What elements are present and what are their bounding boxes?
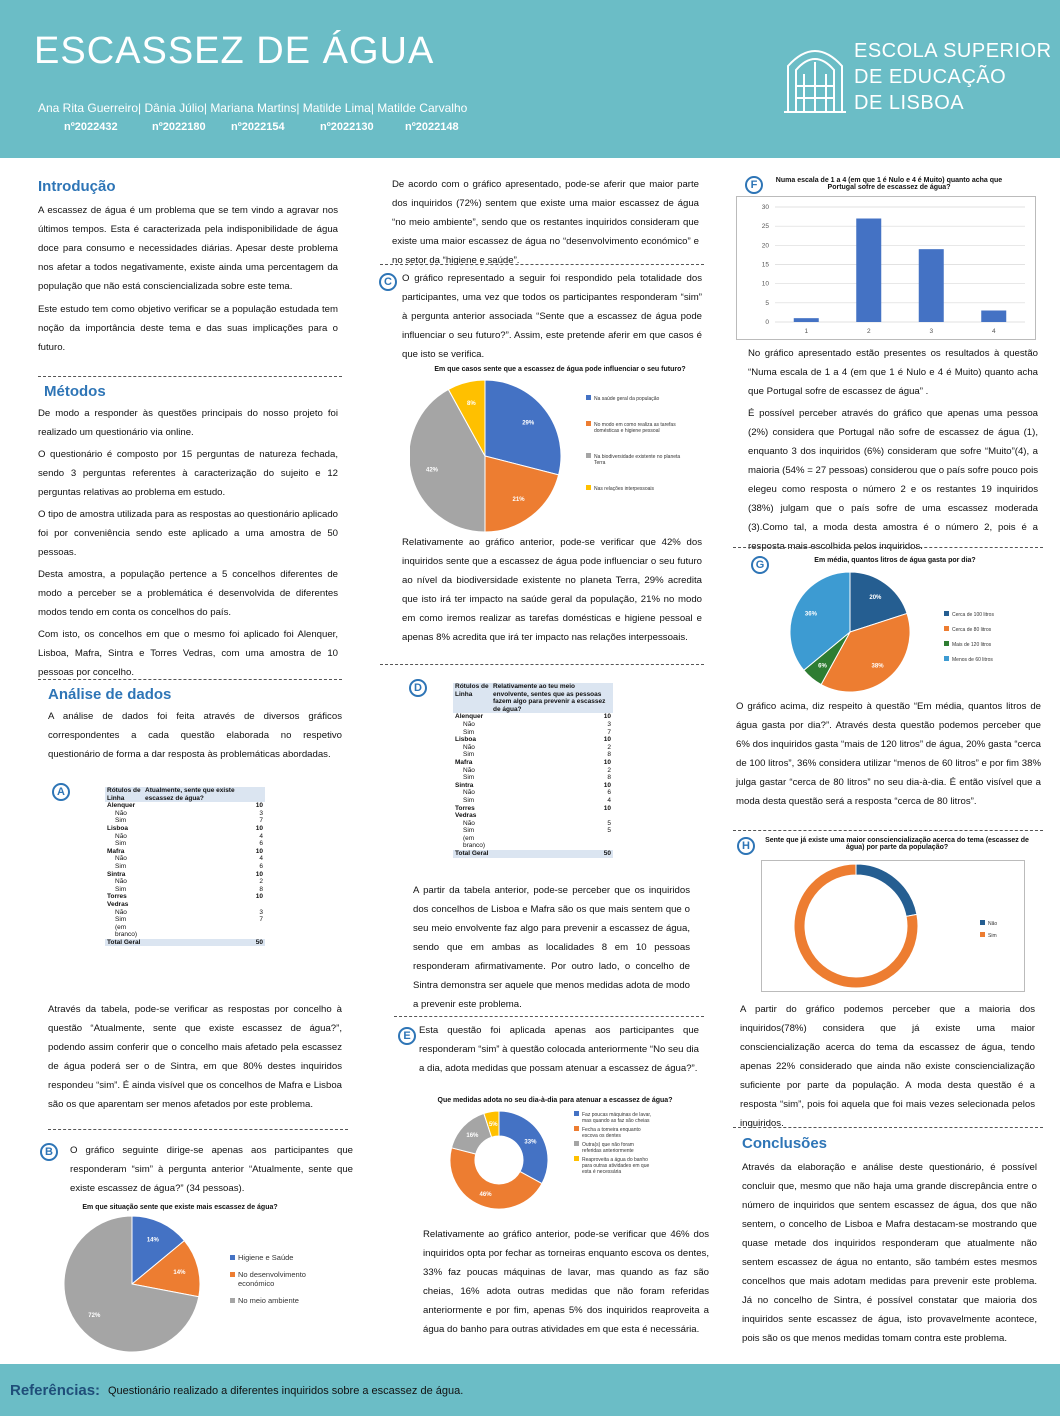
legend-swatch: [944, 626, 949, 631]
student-number: nº2022432: [64, 121, 118, 133]
section-b-marker: B: [40, 1142, 58, 1161]
f-paragraph: No gráfico apresentado estão presentes os resultados à questão “Numa escala de 1 a 4 (em que 1 é Nulo e 4 é Muito) quanto acha que Portugal sofre de escassez de água” .: [748, 348, 1038, 397]
table-row: Não 3: [463, 720, 611, 728]
c-paragraph: O gráfico representado a seguir foi respondido pela totalidade dos participantes, uma vez que todos os participantes responderam “sim” à pergunta anterior associada “Sente que a escassez de água pode influenciar o seu futuro?”. Assim, este pretende aferir em que casos é que isto se verifica.: [402, 273, 702, 360]
legend-swatch: [574, 1141, 579, 1146]
table-row: Não 3: [115, 809, 263, 817]
chart-c: [410, 376, 710, 532]
legend-swatch: [980, 920, 985, 925]
table-row: Lisboa 10: [107, 824, 263, 832]
legend-label: mas quando as faz são cheias: [582, 1118, 650, 1124]
chart-e-title: Que medidas adota no seu dia-à-dia para atenuar a escassez de água?: [437, 1097, 673, 1104]
chart-b: [62, 1214, 348, 1354]
d-after-paragraph: A partir da tabela anterior, pode-se perceber que os inquiridos dos concelhos de Lisboa e Mafra são os que mais sentem que o seu meio envolvente faz algo para prevenir a escassez de água, sendo que em ambas as localidades 8 em 10 pessoas responderam afirmativamente. Por outro lado, o concelho de Sintra demonstra ser aquele que menos medidas adota de modo a prevenir este problema.: [413, 885, 690, 1010]
legend-swatch: [980, 932, 985, 937]
table-total-row: Total Geral 50: [107, 938, 263, 946]
legend-swatch: [944, 641, 949, 646]
legend-swatch: [944, 611, 949, 616]
table-row: Não 4: [115, 832, 263, 840]
chart-b-title: Em que situação sente que existe mais escassez de água?: [82, 1204, 278, 1211]
chart-h-title: Sente que já existe uma maior consciencialização acerca do tema (escassez de água) por parte da população?: [765, 837, 1029, 851]
divider: [733, 830, 1043, 831]
column-1-methods: [38, 383, 338, 682]
chart-c-title: Em que casos sente que a escassez de água pode influenciar o seu futuro?: [434, 366, 686, 373]
legend-label: Mais de 120 litros: [952, 642, 992, 648]
chart-g: [780, 570, 1040, 696]
chart-h: [762, 861, 1024, 991]
table-row: Mafra 10: [455, 758, 611, 766]
table-row: Não 6: [463, 789, 611, 797]
slice-label: 33%: [524, 1139, 537, 1146]
divider: [380, 264, 704, 265]
y-tick-label: 5: [765, 299, 769, 307]
section-h-marker: H: [737, 836, 755, 855]
slice-label: 20%: [869, 595, 882, 602]
legend-label: Cerca de 80 litros: [952, 627, 992, 633]
conclusions-paragraph: Através da elaboração e análise deste questionário, é possível concluir que, mesmo que não haja uma grande discrepância entre o número de inquiridos que sentem escassez de água, dos que não sentem, o concelho de Lisboa e Mafra destacam-se mostrando que quase metade dos inquiridos responderam que atualmente não sentem escassez de água no entanto, são também estes mesmos concelhos que mais adotam medidas para prevenir este problema. Já no concelho de Sintra, é possível constatar que maioria dos inquiridos sente escassez de água, isto provavelmente acontece, pois são os que menos medidas tomam contra este problema.: [742, 1162, 1037, 1344]
legend-label: No desenvolvimento: [238, 1270, 306, 1279]
slice-label: 14%: [146, 1237, 159, 1244]
legend-label: Na saúde geral da população: [594, 396, 660, 402]
chart-f-title: Numa escala de 1 a 4 (em que 1 é Nulo e 4 é Muito) quanto acha que Portugal sofre de escassez de água?: [775, 177, 1003, 191]
legend-label: Fecha a torneira enquanto: [582, 1127, 641, 1133]
intro-paragraph: A escassez de água é um problema que se tem vindo a agravar nos últimos tempos. Esta é caracterizada pela indisponibilidade de água doce para consumo e necessidades diárias. Apesar deste problema nos afetar a todos negativamente, existe ainda uma percentagem da população que não está consciencializada sobre este tema.: [38, 205, 338, 292]
y-tick-label: 10: [761, 280, 769, 288]
table-row: Torres Vedras 10: [455, 804, 611, 820]
legend-label: domésticas e higiene pessoal: [594, 428, 660, 434]
h-paragraph: A partir do gráfico podemos perceber que a maioria dos inquiridos(78%) considera que já existe uma maior consciencialização acerca do tema da escassez de água, tendo apenas 22% considerado que ainda não existe consciencialização suficiente por parte da população. A moda desta questão é a resposta “sim”, pois foi aquela que foi mais vezes selecionada pelos inquiridos.: [740, 1004, 1035, 1129]
legend-label: No meio ambiente: [238, 1296, 299, 1305]
legend-label: Reaproveita a água do banho: [582, 1157, 648, 1163]
legend-swatch: [586, 453, 591, 458]
references-label: Referências:: [10, 1382, 101, 1399]
divider: [38, 376, 342, 377]
divider: [733, 547, 1043, 548]
legend-swatch: [230, 1255, 235, 1260]
y-tick-label: 0: [765, 319, 769, 326]
b-paragraph: O gráfico seguinte dirige-se apenas aos participantes que responderam “sim” à pergunta anterior “Atualmente, sente que existe escassez de água?” (34 pessoas).: [70, 1145, 353, 1194]
table-a-paragraph: Através da tabela, pode-se verificar as respostas por concelho à questão “Atualmente, sente que existe escassez de água?”, podendo assim conferir que o concelho mais afetado pela escassez de água poderá ser o de Sintra, em que 80% destes inquiridos respondeu “sim”. É ainda visível que os concelhos de Mafra e Lisboa são os que aparentam ser menos afetados por este problema.: [48, 1004, 342, 1110]
methods-paragraph: Desta amostra, a população pertence a 5 concelhos diferentes de modo a perceber se a problemática é desenvolvida de diferentes modos tendo em conta os concelhos do país.: [38, 569, 338, 618]
column-1: [38, 178, 338, 357]
legend-swatch: [586, 485, 591, 490]
table-row: Sintra 10: [107, 870, 263, 878]
legend-label: Nas relações interpessoais: [594, 486, 655, 492]
school-logo-icon: [780, 32, 850, 116]
intro-paragraph: Este estudo tem como objetivo verificar se a população estudada tem noção da importância deste tema e das suas implicações para o futuro.: [38, 304, 338, 353]
divider: [38, 679, 342, 680]
table-row: Sim 8: [115, 885, 263, 893]
legend-swatch: [230, 1298, 235, 1303]
x-tick-label: 1: [804, 328, 809, 335]
table-row: Sintra 10: [455, 781, 611, 789]
table-header: Rótulos de Linha: [453, 683, 491, 713]
slice-label: 8%: [467, 400, 476, 407]
divider: [733, 1127, 1043, 1128]
legend-label: escova os dentes: [582, 1133, 621, 1139]
intro-heading: Introdução: [38, 178, 116, 195]
methods-paragraph: O tipo de amostra utilizada para as respostas ao questionário aplicado foi por conveniência sendo este aplicado a uma amostra de 50 pessoas.: [38, 509, 338, 558]
x-tick-label: 2: [866, 328, 871, 335]
e-after-paragraph: Relativamente ao gráfico anterior, pode-se verificar que 46% dos inquiridos opta por fechar as torneiras enquanto escova os dentes, 33% faz poucas máquinas de lavar, mas quando as faz são cheias, 16% adota outras medidas que não foram referidas anteriormente e por fim, apenas 5% dos inquiridos reaproveita a água do banho para outras atividades em que esta é necessária.: [423, 1229, 709, 1335]
table-row: Não 2: [115, 878, 263, 886]
table-row: Não 4: [115, 855, 263, 863]
table-row: (em branco): [463, 834, 486, 850]
slice-label: 72%: [88, 1313, 101, 1320]
y-tick-label: 20: [761, 242, 769, 250]
section-a-marker: A: [52, 782, 70, 801]
legend-label: para outras atividades em que: [582, 1163, 650, 1169]
slice-label: 36%: [804, 611, 817, 618]
school-name: ESCOLA SUPERIOR DE EDUCAÇÃO DE LISBOA: [854, 40, 1052, 114]
table-row: Sim 6: [115, 840, 263, 848]
legend-swatch: [574, 1156, 579, 1161]
legend-swatch: [574, 1126, 579, 1131]
bar: [794, 318, 819, 322]
legend-label: Faz poucas máquinas de lavar,: [582, 1112, 652, 1118]
legend-label: Cerca de 100 litros: [952, 612, 994, 618]
student-number: nº2022180: [152, 121, 206, 133]
x-tick-label: 3: [929, 328, 934, 335]
divider: [394, 1016, 704, 1017]
x-tick-label: 4: [991, 328, 996, 335]
legend-label: Terra: [594, 460, 606, 466]
slice-label: 29%: [522, 420, 535, 427]
conclusions-heading: Conclusões: [742, 1135, 828, 1152]
methods-paragraph: O questionário é composto por 15 perguntas de natureza fechada, sendo 3 perguntas referentes à caracterização do sujeito e 12 perguntas relativas ao problema em estudo.: [38, 449, 338, 498]
table-total-row: Total Geral 50: [455, 850, 611, 858]
section-c-marker: C: [379, 272, 397, 291]
student-number: nº2022148: [405, 121, 459, 133]
legend-label: referidas anteriormente: [582, 1148, 634, 1154]
column-1-analysis: [48, 686, 342, 764]
bar: [981, 311, 1006, 323]
legend-label: Sim: [988, 933, 997, 939]
table-row: Sim 4: [463, 796, 611, 804]
slice-label: 14%: [173, 1269, 186, 1276]
table-row: Não 5: [463, 819, 611, 827]
table-row: Torres Vedras 10: [107, 893, 263, 908]
section-d-marker: D: [409, 678, 427, 697]
methods-paragraph: Com isto, os concelhos em que o mesmo foi aplicado foi Alenquer, Lisboa, Mafra, Sintra e Torres Vedras, com uma amostra de 10 pessoas por concelho.: [38, 629, 338, 678]
bar: [856, 219, 881, 323]
student-number: nº2022154: [231, 121, 285, 133]
authors: Ana Rita Guerreiro| Dânia Júlio| Mariana Martins| Matilde Lima| Matilde Carvalho: [38, 101, 468, 115]
references-text: Questionário realizado a diferentes inquiridos sobre a escassez de água.: [108, 1385, 464, 1397]
table-header: Atualmente, sente que existe escassez de água?: [143, 787, 265, 802]
table-a: [105, 787, 265, 946]
slice-label: 46%: [479, 1191, 492, 1198]
slice-label: 6%: [818, 663, 827, 670]
legend-label: Higiene e Saúde: [238, 1253, 294, 1262]
methods-paragraph: De modo a responder às questões principais do nosso projeto foi realizado um questionário via online.: [38, 408, 338, 438]
table-d: [453, 683, 613, 858]
y-tick-label: 30: [761, 204, 769, 211]
table-header: Rótulos de Linha: [105, 787, 143, 802]
y-tick-label: 25: [761, 223, 769, 231]
legend-label: Outra(s) que não foram: [582, 1142, 634, 1148]
top-paragraph: De acordo com o gráfico apresentado, pode-se aferir que maior parte dos inquiridos (72%) sentem que existe uma maior escassez de água “no meio ambiente”, sendo que os restantes inquiridos consideram que existe uma maior escassez de água no “desenvolvimento económico” e no setor da “higiene e saúde”.: [392, 179, 699, 266]
student-number: nº2022130: [320, 121, 374, 133]
legend-swatch: [574, 1111, 579, 1116]
c-after-paragraph: Relativamente ao gráfico anterior, pode-se verificar que 42% dos inquiridos sente que a escassez de água pode influenciar o seu futuro ao nível da biodiversidade existente no planeta Terra, 29% acredita que isto irá ter impacto na saúde geral da população, 21% no modo em como iremos realizar as tarefas domésticas e higiene pessoal e apenas 8% acredita que irá ter impacto nas relações interpessoais.: [402, 537, 702, 643]
methods-heading: Métodos: [44, 383, 106, 400]
poster-title: ESCASSEZ DE ÁGUA: [34, 30, 435, 72]
legend-swatch: [586, 395, 591, 400]
g-paragraph: O gráfico acima, diz respeito à questão “Em média, quantos litros de água gasta por dia?”. Através desta questão podemos perceber que 6% dos inquiridos gasta “mais de 120 litros” de água, 20% gasta “cerca de 100 litros”, 36% considera utilizar “menos de 60 litros” e por fim 38% julga gastar “cerca de 80 litros” no seu dia-à-dia. É então visível que a moda desta questão será a resposta “cerca de 80 litros”.: [736, 701, 1041, 807]
table-row: Alenquer 10: [455, 713, 611, 721]
table-row: Alenquer 10: [107, 802, 263, 810]
bar: [919, 249, 944, 322]
slice-label: 42%: [425, 467, 439, 474]
slice-label: 38%: [871, 663, 884, 670]
divider: [48, 1129, 348, 1130]
table-row: Sim 7: [115, 916, 263, 924]
legend-swatch: [586, 421, 591, 426]
legend-label: Não: [988, 921, 998, 927]
table-row: Sim 7: [115, 817, 263, 825]
table-row: Não 3: [115, 908, 263, 916]
legend-label: Menos de 60 litros: [952, 657, 993, 663]
chart-f: [737, 197, 1035, 339]
legend-swatch: [230, 1272, 235, 1277]
f-paragraph: É possível perceber através do gráfico que apenas uma pessoa (2%) considera que Portugal não sofre de escassez de água (1), enquanto 3 dos inquiridos (6%) consideram que sofre “Muito”(4), a maioria (54% = 27 pessoas) considerou que o país sofre pouco pois elegeu como resposta o número 2 e os restantes 19 inquiridos (38%) julgam que o país sofre de uma escassez moderada (3).Como tal, a moda desta amostra é o número 2, pois é a resposta mais escolhida pelos inquiridos.: [748, 408, 1038, 552]
section-e-marker: E: [398, 1026, 416, 1045]
table-row: Sim 7: [463, 728, 611, 736]
y-tick-label: 15: [761, 261, 769, 269]
chart-e: [450, 1108, 710, 1212]
table-row: Não 2: [463, 766, 611, 774]
table-row: Sim 8: [463, 774, 611, 782]
table-row: Sim 6: [115, 862, 263, 870]
legend-label: No modo em como realiza as tarefas: [594, 422, 676, 428]
divider: [380, 664, 704, 665]
legend-swatch: [944, 656, 949, 661]
slice-label: 5%: [488, 1121, 498, 1128]
analysis-heading: Análise de dados: [48, 686, 172, 703]
legend-label: Na biodiversidade existente no planeta: [594, 454, 681, 460]
table-header: Relativamente ao teu meio envolvente, sentes que as pessoas fazem algo para prevenir a escassez de água?: [491, 683, 613, 713]
table-row: Sim 8: [463, 751, 611, 759]
pie-slice: [856, 864, 917, 916]
analysis-paragraph: A análise de dados foi feita através de diversos gráficos correspondentes a cada questão elaborada no respetivo questionário de forma a dar resposta às problemáticas abordadas.: [48, 711, 342, 760]
pie-slice: [499, 1111, 548, 1184]
table-row: Sim 5: [463, 827, 611, 835]
slice-label: 21%: [512, 497, 525, 504]
legend-label: esta é necessária: [582, 1169, 622, 1175]
slice-label: 16%: [466, 1133, 479, 1140]
table-row: (em branco): [115, 923, 138, 939]
legend-label: económico: [238, 1279, 275, 1288]
table-row: Não 2: [463, 743, 611, 751]
section-g-marker: G: [751, 555, 769, 574]
table-row: Mafra 10: [107, 847, 263, 855]
chart-g-title: Em média, quantos litros de água gasta por dia?: [814, 557, 976, 564]
table-row: Lisboa 10: [455, 736, 611, 744]
e-paragraph: Esta questão foi aplicada apenas aos participantes que responderam “sim” à questão colocada anteriormente “No seu dia a dia, adota medidas que possam atenuar a escassez de água?”.: [419, 1025, 699, 1074]
section-f-marker: F: [745, 175, 763, 194]
